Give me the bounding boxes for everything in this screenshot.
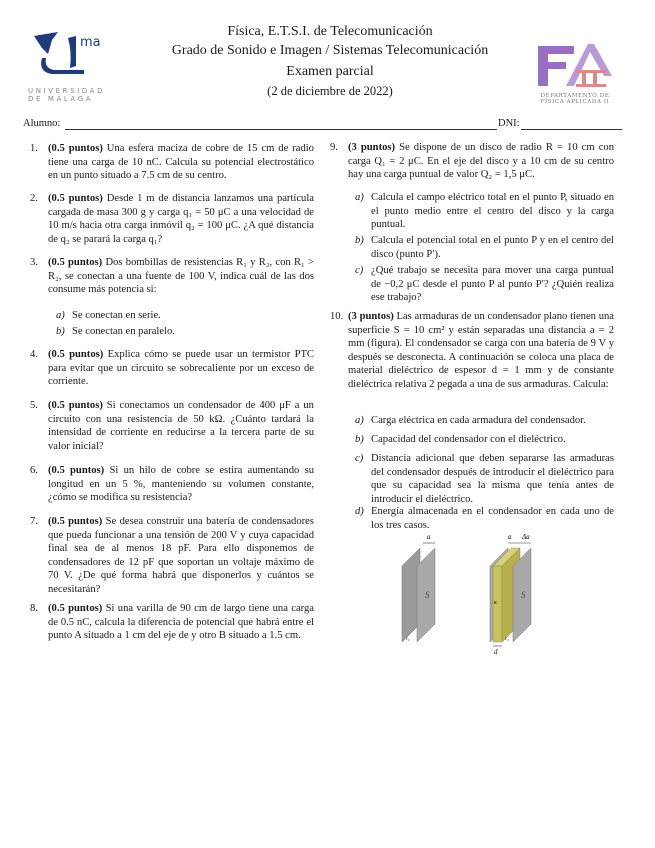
uma-text-1: UNIVERSIDAD bbox=[28, 87, 106, 95]
question-points: (0.5 puntos) bbox=[48, 516, 103, 527]
item-text: Se conectan en serie. bbox=[72, 310, 161, 321]
question-points: (0.5 puntos) bbox=[48, 465, 105, 476]
student-name-field[interactable] bbox=[65, 129, 497, 130]
label-a-2: a bbox=[508, 533, 512, 541]
question-text: Si una varilla de 90 cm de largo tiene una carga de 0.5 nC, calcula la diferencia de potencial que habrá entre el punto A situado a 1 cm del eje de y otro B situado a 1.5 cm. bbox=[48, 603, 314, 642]
item-label: a) bbox=[355, 192, 364, 203]
item-label: c) bbox=[355, 453, 364, 464]
question-text: Si conectamos un condensador de 400 μF a un circuito con una resistencia de 50 kΩ. ¿Cuánto tardará la intensidad de corriente en reducirse a la tercera parte de su valor inicial? bbox=[48, 400, 314, 452]
question-number: 6. bbox=[30, 465, 38, 476]
label-a: a bbox=[427, 533, 431, 541]
question-number: 9. bbox=[330, 142, 338, 153]
question-number: 1. bbox=[30, 143, 38, 154]
question-10-item-c bbox=[355, 452, 614, 506]
question-6 bbox=[30, 464, 315, 505]
course-title: Física, E.T.S.I. de Telecomunicación bbox=[227, 24, 433, 39]
question-text: Se desea construir una batería de condensadores que pueda funcionar a una tensión de 200 V y cuya capacidad final sea de al menos 18 pF. Para ello disponemos de condensadores de 12 pF que soportan un voltaje máximo de 70 V. ¿De qué forma habrá que disponerlos y cuántos se necesitarán? bbox=[48, 516, 314, 595]
question-text: Desde 1 m de distancia lanzamos una partícula cargada de masa 300 g y carga q₁ = 50 μC a una velocidad de 10 m/s hacia otra carga inmóvil q₂ = 100 μC. ¿A qué distancia de q₂ se parará la carga q₁? bbox=[48, 193, 314, 245]
question-4 bbox=[30, 348, 314, 389]
question-points: (0.5 puntos) bbox=[48, 349, 104, 360]
question-number: 10. bbox=[330, 311, 344, 322]
item-text: Calcula el campo eléctrico total en el punto P, situado en el punto medio entre el centro del disco y la carga puntual. bbox=[371, 192, 614, 231]
dept-text-2: FÍSICA APLICADA II bbox=[540, 99, 610, 105]
degree-title: Grado de Sonido e Imagen / Sistemas Telecomunicación bbox=[171, 43, 489, 58]
label-d: d bbox=[494, 648, 498, 656]
question-points: (0.5 puntos) bbox=[48, 603, 103, 614]
question-10-item-b bbox=[355, 433, 614, 447]
department-logo bbox=[525, 40, 625, 110]
fa-ii-logo-mark bbox=[530, 40, 620, 88]
question-10-item-a bbox=[355, 414, 614, 428]
capacitor-with-dielectric bbox=[490, 533, 531, 656]
dept-text-1: DEPARTAMENTO DE bbox=[540, 93, 610, 99]
label-delta-a: Δa bbox=[522, 533, 530, 541]
question-3 bbox=[30, 256, 314, 297]
question-10 bbox=[330, 310, 615, 392]
question-text: Dos bombillas de resistencias R₁ y R₂, con R₁ > R₂, se conectan a una fuente de 100 V, indica cuál de las dos consume más potencia si: bbox=[48, 257, 314, 296]
question-9-item-a bbox=[355, 191, 614, 232]
question-3-item-b bbox=[56, 325, 312, 339]
question-number: 5. bbox=[30, 400, 38, 411]
question-text: Una esfera maciza de cobre de 15 cm de radio tiene una carga de 10 nC. Calcula su potencial electrostático en un punto situado a 7.5 cm de su centro. bbox=[48, 143, 314, 182]
question-number: 7. bbox=[30, 516, 38, 527]
question-text: Las armaduras de un condensador plano tienen una superficie S = 10 cm² y están separadas una distancia a = 2 mm (figura). El condensador se carga con una batería de 9 V y después se desconecta. A continuación se coloca una placa de material dieléctrico de espesor d = 1 mm y de constante dieléctrica relativa 2 pegada a una de sus armaduras. Calcula: bbox=[348, 311, 615, 390]
question-number: 4. bbox=[30, 349, 38, 360]
question-2 bbox=[30, 192, 314, 246]
item-label: d) bbox=[355, 506, 364, 517]
item-text: Capacidad del condensador con el dieléctrico. bbox=[371, 434, 566, 445]
uma-ma: ma bbox=[80, 35, 101, 50]
exam-date: (2 de diciembre de 2022) bbox=[267, 84, 393, 98]
question-text: Si un hilo de cobre se estira aumentando su longitud en un 5 %, manteniendo su volumen constante, ¿cómo se modifica su resistencia? bbox=[48, 465, 315, 504]
item-label: c) bbox=[355, 265, 364, 276]
uma-text-2: DE MÁLAGA bbox=[28, 95, 94, 103]
question-points: (0.5 puntos) bbox=[48, 143, 103, 154]
label-S: S bbox=[425, 590, 430, 600]
uma-logo bbox=[28, 30, 108, 108]
dni-field[interactable] bbox=[521, 129, 622, 130]
item-label: a) bbox=[56, 310, 65, 321]
question-points: (0.5 puntos) bbox=[48, 400, 103, 411]
question-1 bbox=[30, 142, 314, 183]
question-9-item-b bbox=[355, 234, 614, 261]
student-label: Alumno: bbox=[23, 118, 61, 129]
question-number: 8. bbox=[30, 603, 38, 614]
question-points: (3 puntos) bbox=[348, 142, 396, 153]
question-points: (0.5 puntos) bbox=[48, 193, 103, 204]
item-label: b) bbox=[355, 434, 364, 445]
capacitor-figure bbox=[380, 528, 580, 656]
label-eps0: ε₀ bbox=[406, 637, 410, 642]
item-label: a) bbox=[355, 415, 364, 426]
item-text: ¿Qué trabajo se necesita para mover una carga puntual de −0,2 μC desde el punto P al punto P′? ¿Quién realiza ese trabajo? bbox=[371, 265, 614, 304]
item-text: Carga eléctrica en cada armadura del condensador. bbox=[371, 415, 586, 426]
question-8 bbox=[30, 602, 314, 643]
question-points: (0.5 puntos) bbox=[48, 257, 103, 268]
label-eps0-2: ε₀ bbox=[505, 637, 509, 642]
question-9 bbox=[330, 141, 614, 182]
item-label: b) bbox=[56, 326, 65, 337]
question-5 bbox=[30, 399, 314, 453]
exam-title: Examen parcial bbox=[286, 64, 374, 79]
question-text: Se dispone de un disco de radio R = 10 cm con carga Q₁ = 2 μC. En el eje del disco y a 10 cm de su centro hay una carga puntual de valor Q₂ = 1,5 μC. bbox=[348, 142, 614, 181]
item-text: Calcula el potencial total en el punto P y en el centro del disco (punto P′). bbox=[371, 235, 614, 260]
uma-logo-mark bbox=[28, 30, 108, 82]
question-3-item-a bbox=[56, 309, 312, 323]
question-number: 2. bbox=[30, 193, 38, 204]
question-9-item-c bbox=[355, 264, 614, 305]
item-text: Distancia adicional que deben separarse las armaduras del condensador después de introducir el dieléctrico para que su capacidad sea la misma que tenía antes de introducir el dieléctrico. bbox=[371, 453, 614, 505]
label-S-2: S bbox=[521, 590, 526, 600]
question-number: 3. bbox=[30, 257, 38, 268]
item-text: Energía almacenada en el condensador en cada uno de los tres casos. bbox=[371, 506, 614, 531]
question-text: Explica cómo se puede usar un termistor PTC para evitar que un circuito se sobrecaliente por un exceso de corriente. bbox=[48, 349, 314, 388]
label-kappa: κ bbox=[494, 600, 497, 606]
question-7 bbox=[30, 515, 314, 597]
item-text: Se conectan en paralelo. bbox=[72, 326, 175, 337]
question-points: (3 puntos) bbox=[348, 311, 394, 322]
item-label: b) bbox=[355, 235, 364, 246]
capacitor-without-dielectric bbox=[402, 533, 435, 642]
dni-label: DNI: bbox=[498, 118, 520, 129]
